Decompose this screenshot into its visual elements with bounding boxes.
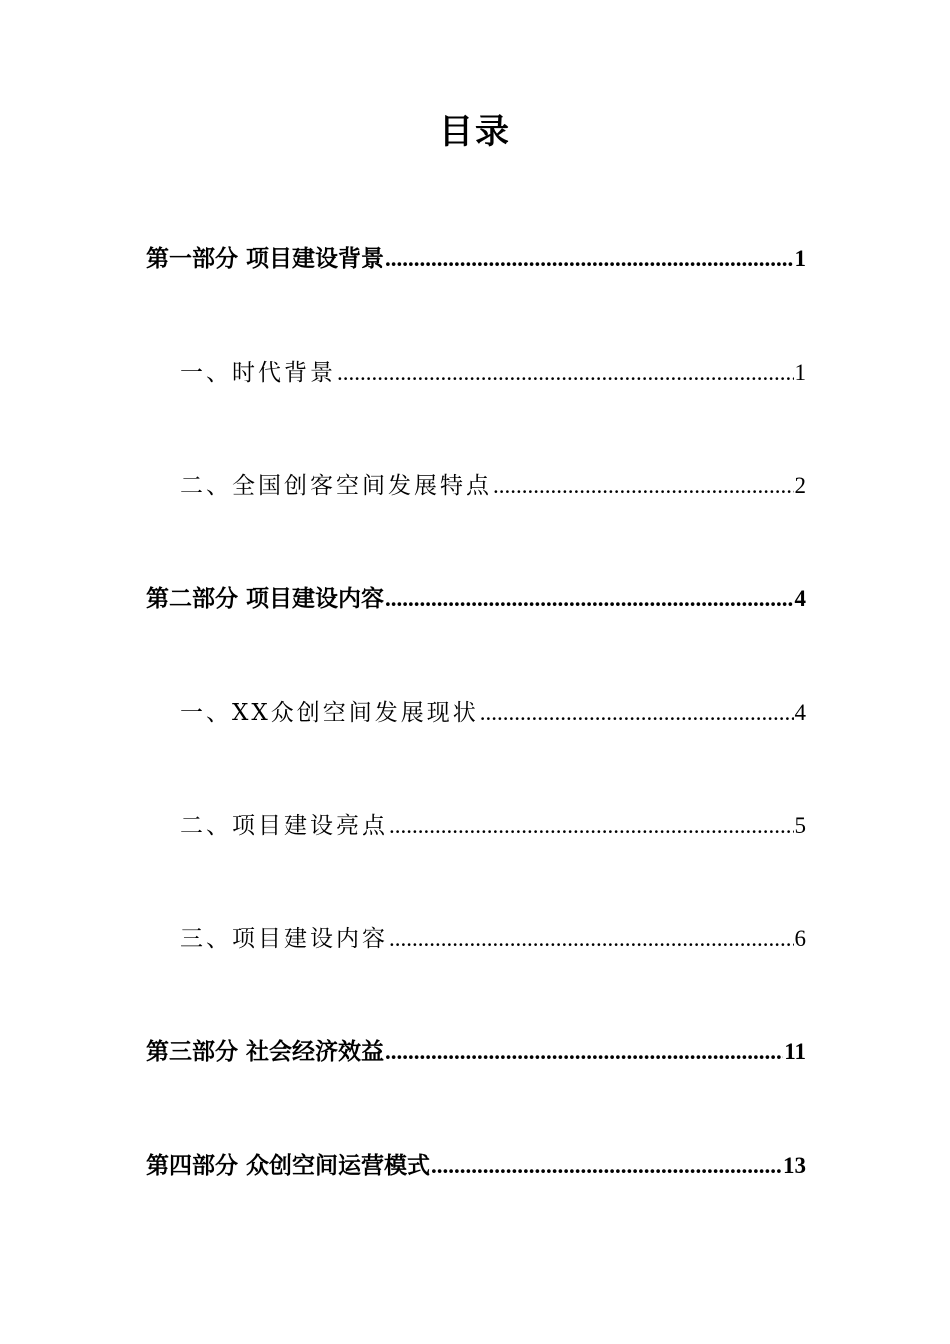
- toc-page-number: 2: [794, 473, 806, 498]
- toc-leader-dots: [389, 813, 794, 839]
- toc-page-number: 5: [794, 813, 806, 838]
- toc-entry-section-2-1[interactable]: [180, 694, 806, 727]
- toc-entry-label: 三、项目建设内容: [180, 926, 388, 952]
- toc-entry-label: 第二部分 项目建设内容: [146, 585, 385, 612]
- toc-entry-section-1-2[interactable]: [180, 467, 806, 500]
- toc-entry-part-4[interactable]: [146, 1147, 806, 1180]
- toc-leader-dots: [480, 700, 794, 726]
- toc-entry-label: 二、项目建设亮点: [180, 813, 388, 839]
- toc-entry-label: 第四部分 众创空间运营模式: [146, 1152, 431, 1179]
- toc-title: 目录: [439, 112, 511, 152]
- toc-entry-label: 第一部分 项目建设背景: [146, 245, 385, 272]
- toc-leader-dots: [337, 360, 794, 386]
- toc-leader-dots: [385, 586, 793, 612]
- toc-page-number: 6: [794, 926, 806, 951]
- toc-entry-section-1-1[interactable]: [180, 354, 806, 387]
- toc-page-number: 13: [783, 1153, 806, 1178]
- toc-entry-part-3[interactable]: [146, 1033, 806, 1066]
- toc-leader-dots: [385, 246, 793, 272]
- toc-page-number: 4: [794, 700, 806, 725]
- toc-page-number: 1: [794, 360, 806, 385]
- toc-entry-label: 第三部分 社会经济效益: [146, 1038, 385, 1065]
- toc-leader-dots: [493, 473, 794, 499]
- toc-leader-dots: [385, 1039, 783, 1065]
- toc-page-number: 11: [784, 1039, 806, 1064]
- toc-entry-part-2[interactable]: [146, 580, 806, 613]
- toc-entry-label: 一、时代背景: [180, 360, 336, 386]
- toc-entry-section-2-2[interactable]: [180, 807, 806, 840]
- toc-leader-dots: [431, 1153, 782, 1179]
- toc-entry-section-2-3[interactable]: [180, 920, 806, 953]
- toc-page-number: 4: [794, 586, 806, 611]
- toc-leader-dots: [389, 926, 794, 952]
- toc-page-number: 1: [794, 246, 806, 271]
- toc-entry-label: 一、XX众创空间发展现状: [180, 700, 479, 726]
- toc-entry-part-1[interactable]: [146, 240, 806, 273]
- toc-entry-label: 二、全国创客空间发展特点: [180, 473, 492, 499]
